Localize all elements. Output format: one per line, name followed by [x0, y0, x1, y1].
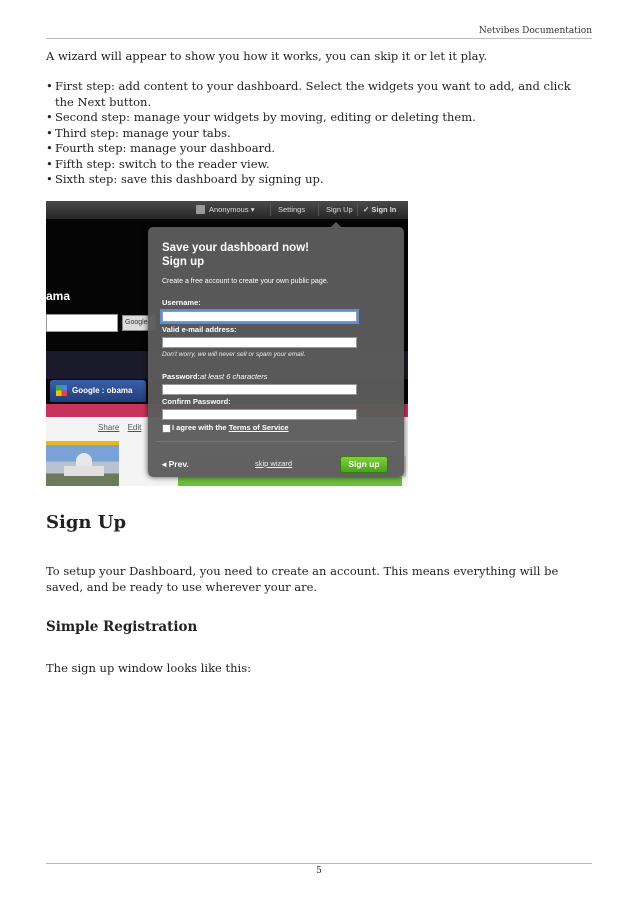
terms-checkbox[interactable] [162, 424, 171, 433]
dialog-title [162, 241, 309, 269]
password-hint: at least 6 characters [199, 372, 268, 381]
background-heading: ama [46, 289, 71, 303]
step-item: • Second step: manage your widgets by moving, editing or deleting them. [46, 110, 592, 126]
settings-link[interactable]: Settings [278, 205, 306, 214]
prev-button[interactable]: ◂ Prev. [162, 459, 189, 469]
dialog-subtitle: Create a free account to create your own public page. [162, 278, 329, 285]
background-google-button: Google [122, 315, 156, 331]
intro-paragraph: A wizard will appear to show you how it works, you can skip it or let it play. [46, 49, 488, 63]
step-item: • Fifth step: switch to the reader view. [46, 157, 592, 173]
password-field[interactable] [162, 384, 357, 395]
green-bar [178, 477, 402, 486]
signup-button[interactable]: Sign up [340, 456, 388, 473]
dialog-divider [156, 441, 396, 442]
page-number: 5 [316, 866, 322, 876]
separator [318, 204, 319, 216]
anonymous-menu[interactable]: Anonymous ▾ [209, 205, 255, 214]
subsection-title: Simple Registration [46, 619, 198, 635]
footer-rule [46, 863, 592, 864]
capitol-dome [76, 453, 92, 467]
google-icon [56, 385, 67, 396]
google-obama-tab [50, 380, 146, 402]
edit-link: Edit [127, 423, 142, 432]
step-item: • Sixth step: save this dashboard by signing up. [46, 172, 592, 188]
terms-link[interactable]: Terms of Service [228, 423, 289, 432]
confirm-password-label: Confirm Password: [162, 397, 231, 406]
separator [357, 204, 358, 216]
step-item: • Fourth step: manage your dashboard. [46, 141, 592, 157]
email-field[interactable] [162, 337, 357, 348]
dialog-title-line2: Sign up [162, 256, 205, 268]
terms-prefix: I agree with the [172, 423, 229, 432]
confirm-password-field[interactable] [162, 409, 357, 420]
steps-list [46, 79, 592, 188]
dialog-pointer [330, 222, 342, 228]
signup-wizard-screenshot [46, 201, 408, 486]
email-label: Valid e-mail address: [162, 325, 237, 334]
tab-label: Google : obama [72, 386, 133, 395]
running-header: Netvibes Documentation [478, 26, 592, 36]
header-rule [46, 38, 592, 39]
step-item: • Third step: manage your tabs. [46, 126, 592, 142]
capitol-base [64, 466, 104, 476]
capitol-image [46, 445, 119, 486]
subsection-paragraph: The sign up window looks like this: [46, 661, 251, 675]
step-item: • First step: add content to your dashboard. Select the widgets you want to add, and click the Next button. [46, 79, 592, 110]
background-search-input [46, 314, 118, 332]
section-paragraph: To setup your Dashboard, you need to create an account. This means everything will be saved, and be ready to use wherever your are. [46, 564, 559, 594]
separator [270, 204, 271, 216]
username-label: Username: [162, 298, 201, 307]
signup-dialog [148, 227, 404, 477]
dialog-title-line1: Save your dashboard now! [162, 242, 309, 254]
skip-wizard-link[interactable]: skip wizard [255, 459, 293, 468]
top-bar [46, 201, 408, 219]
password-label-row [162, 372, 267, 381]
signin-link[interactable]: ✓ Sign In [363, 205, 397, 214]
widget-links [98, 423, 147, 432]
username-field[interactable] [162, 311, 357, 322]
password-label: Password: [162, 372, 200, 381]
section-title: Sign Up [46, 512, 127, 533]
share-link: Share [98, 423, 120, 432]
email-note: Don't worry, we will never sell or spam your email. [162, 351, 306, 358]
terms-label [172, 423, 289, 432]
user-icon [196, 205, 205, 214]
signup-link[interactable]: Sign Up [326, 205, 353, 214]
